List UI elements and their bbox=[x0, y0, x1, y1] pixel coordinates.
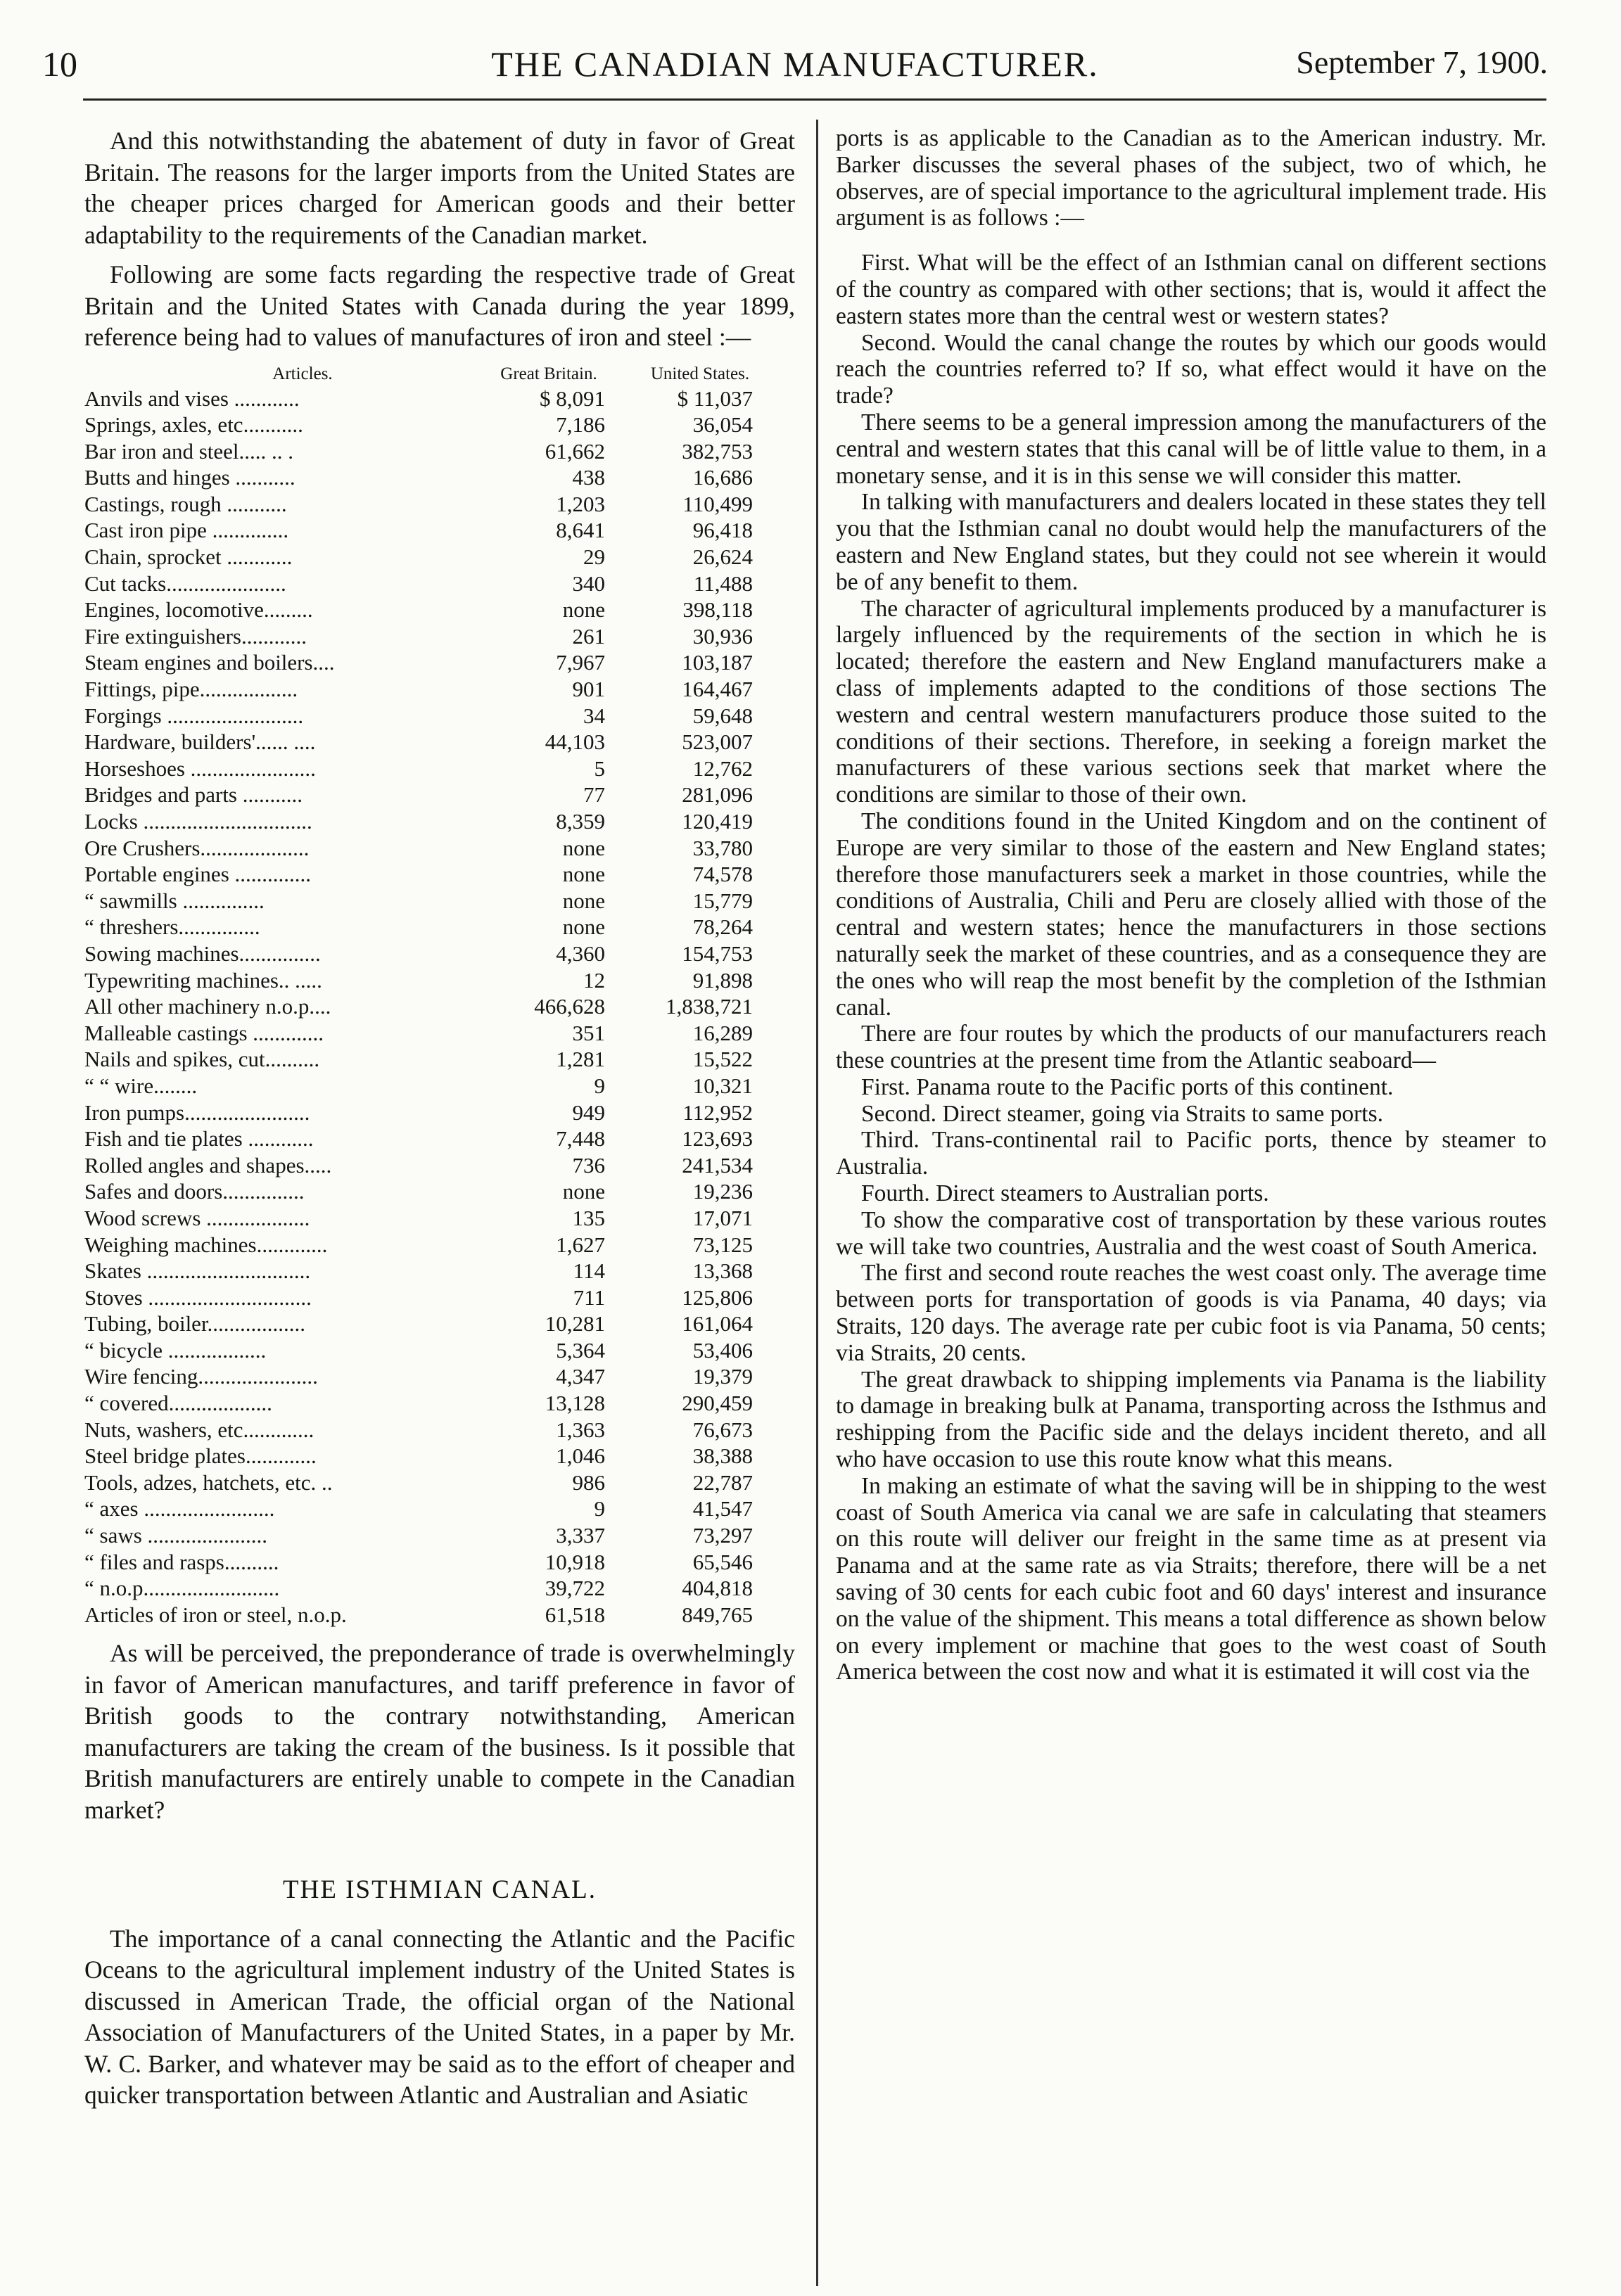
table-row bbox=[84, 1284, 795, 1311]
great-britain-cell: 7,448 bbox=[556, 1126, 605, 1152]
article-cell: Fire extinguishers............ bbox=[84, 623, 307, 649]
article-cell: “ threshers............... bbox=[84, 914, 260, 940]
united-states-cell: 73,297 bbox=[692, 1523, 753, 1548]
conclusion-paragraph: As will be perceived, the preponderance of trade is overwhelmingly in favor of American manufactures, and tariff preference in favor of British goods to the contrary notwithstanding, American manufacturers are taking the cream of the business. Is it possible that British manufacturers are entirely unable to compete in the Canadian market? bbox=[84, 1639, 795, 1824]
article-cell: Tubing, boiler.................. bbox=[84, 1311, 306, 1337]
article-cell: Articles of iron or steel, n.o.p. bbox=[84, 1602, 347, 1627]
great-britain-cell: none bbox=[562, 597, 605, 623]
article-cell: Ore Crushers.................... bbox=[84, 835, 310, 860]
page-header bbox=[42, 44, 1548, 93]
body-paragraph: Third. Trans-continental rail to Pacific ports, thence by steamer to Australia. bbox=[836, 1127, 1546, 1180]
body-paragraph: The conditions found in the United Kingdom and on the continent of Europe are very similar to those of the eastern and New England states; therefore those manufacturers seek a market in those countries, while the conditions of Australia, Chili and Peru are closely allied with those of the central and western states; hence the manufacturers in those sections naturally seek the market of these countries, and as a consequence they are the ones who will reap the most benefit by the completion of the Isthmian canal. bbox=[836, 808, 1546, 1021]
article-cell: Wood screws ................... bbox=[84, 1205, 310, 1230]
great-britain-cell: 1,363 bbox=[556, 1417, 605, 1442]
united-states-cell: $ 11,037 bbox=[677, 385, 753, 411]
united-states-cell: 290,459 bbox=[682, 1391, 753, 1416]
article-cell: Chain, sprocket ............ bbox=[84, 544, 293, 570]
united-states-cell: 91,898 bbox=[692, 967, 753, 993]
great-britain-cell: 61,518 bbox=[545, 1602, 605, 1627]
great-britain-cell: 29 bbox=[583, 544, 605, 570]
united-states-cell: 15,779 bbox=[692, 888, 753, 913]
great-britain-cell: none bbox=[562, 888, 605, 913]
header-united-states: United States. bbox=[650, 364, 750, 383]
great-britain-cell: $ 8,091 bbox=[540, 385, 605, 411]
great-britain-cell: 261 bbox=[572, 623, 605, 649]
great-britain-cell: 7,186 bbox=[556, 412, 605, 438]
united-states-cell: 30,936 bbox=[692, 623, 753, 649]
article-cell: Stoves .............................. bbox=[84, 1284, 312, 1310]
table-row bbox=[84, 1099, 795, 1126]
great-britain-cell: 39,722 bbox=[545, 1576, 605, 1601]
article-cell: Horseshoes ....................... bbox=[84, 755, 316, 781]
table-row bbox=[84, 1310, 795, 1337]
article-cell: Fish and tie plates ............ bbox=[84, 1126, 314, 1152]
great-britain-cell: 351 bbox=[572, 1020, 605, 1045]
article-cell: Nails and spikes, cut.......... bbox=[84, 1047, 320, 1072]
united-states-cell: 16,289 bbox=[692, 1020, 753, 1045]
table-row bbox=[84, 623, 795, 650]
article-cell: Steel bridge plates............. bbox=[84, 1443, 317, 1469]
table-row bbox=[84, 676, 795, 703]
great-britain-cell: 7,967 bbox=[556, 650, 605, 675]
article-cell: “ bicycle .................. bbox=[84, 1337, 267, 1363]
united-states-cell: 96,418 bbox=[692, 518, 753, 543]
united-states-cell: 398,118 bbox=[682, 597, 753, 623]
body-paragraph: The character of agricultural implements produced by a manufacturer is largely influenced by the requirements of the section in which he is located; therefore the eastern and New England manufacturers make a class of implements adapted to the conditions of those sections The western and central western manufacturers produce those suited to the conditions of their sections. Therefore, in seeking a foreign market the manufacturers of these various sections seek that market where the conditions are similar to those of their own. bbox=[836, 595, 1546, 808]
article-cell: Anvils and vises ............ bbox=[84, 385, 300, 411]
body-paragraph: ports is as applicable to the Canadian as to the American industry. Mr. Barker discusses the several phases of the subject, two of which, he observes, are of special importance to the agricultural implement trade. His argument is as follows :— bbox=[836, 125, 1546, 231]
body-paragraph: The great drawback to shipping implements via Panama is the liability to damage in breaking bulk at Panama, transporting across the Isthmus and reshipping from the Pacific side and the delays incident thereto, and all who have occasion to use this route know what this means. bbox=[836, 1366, 1546, 1473]
united-states-cell: 382,753 bbox=[682, 438, 753, 464]
great-britain-cell: 1,627 bbox=[556, 1232, 605, 1257]
great-britain-cell: 949 bbox=[572, 1099, 605, 1125]
united-states-cell: 281,096 bbox=[682, 782, 753, 808]
table-row bbox=[84, 993, 795, 1020]
table-row bbox=[84, 1549, 795, 1576]
united-states-cell: 33,780 bbox=[692, 835, 753, 860]
great-britain-cell: 135 bbox=[572, 1205, 605, 1230]
table-row bbox=[84, 1602, 795, 1628]
united-states-cell: 10,321 bbox=[692, 1073, 753, 1098]
great-britain-cell: 1,046 bbox=[556, 1443, 605, 1469]
table-row bbox=[84, 1178, 795, 1205]
table-row bbox=[84, 544, 795, 570]
body-paragraph: In talking with manufacturers and dealers located in these states they tell you that the Isthmian canal no doubt would help the manufacturers of the eastern and New England states, but they could not see wherein it would be of any benefit to them. bbox=[836, 489, 1546, 595]
article-cell: Weighing machines............. bbox=[84, 1232, 328, 1257]
united-states-cell: 523,007 bbox=[682, 729, 753, 755]
table-row bbox=[84, 1337, 795, 1364]
facts-paragraph: Following are some facts regarding the respective trade of Great Britain and the United States with Canada during the year 1899, reference being had to values of manufactures of iron and steel :— bbox=[84, 260, 795, 351]
great-britain-cell: 466,628 bbox=[534, 994, 605, 1019]
great-britain-cell: 5 bbox=[594, 755, 605, 781]
trade-table-body bbox=[84, 385, 795, 1628]
article-cell: “ axes ........................ bbox=[84, 1496, 275, 1522]
article-cell: Engines, locomotive......... bbox=[84, 597, 313, 623]
united-states-cell: 123,693 bbox=[682, 1126, 753, 1152]
body-paragraph: Second. Would the canal change the routes by which our goods would reach the countries referred to? If so, what effect would it have on the trade? bbox=[836, 329, 1546, 409]
article-cell: Bridges and parts ........... bbox=[84, 782, 303, 808]
united-states-cell: 241,534 bbox=[682, 1152, 753, 1178]
united-states-cell: 164,467 bbox=[682, 677, 753, 702]
great-britain-cell: 986 bbox=[572, 1469, 605, 1495]
table-row bbox=[84, 782, 795, 808]
table-row bbox=[84, 1232, 795, 1258]
table-row bbox=[84, 517, 795, 544]
table-row bbox=[84, 1046, 795, 1073]
table-row bbox=[84, 597, 795, 623]
right-column bbox=[836, 125, 1546, 1685]
table-row bbox=[84, 1125, 795, 1152]
article-cell: Malleable castings ............. bbox=[84, 1020, 324, 1045]
article-cell: “ covered................... bbox=[84, 1391, 272, 1416]
table-row bbox=[84, 385, 795, 412]
table-row bbox=[84, 1258, 795, 1284]
great-britain-cell: 13,128 bbox=[545, 1391, 605, 1416]
table-row bbox=[84, 412, 795, 438]
table-row bbox=[84, 1495, 795, 1522]
united-states-cell: 74,578 bbox=[692, 862, 753, 887]
body-paragraph: First. Panama route to the Pacific ports of this continent. bbox=[861, 1073, 1394, 1100]
united-states-cell: 19,379 bbox=[692, 1364, 753, 1389]
united-states-cell: 19,236 bbox=[692, 1179, 753, 1204]
united-states-cell: 15,522 bbox=[692, 1047, 753, 1072]
article-cell: Skates .............................. bbox=[84, 1258, 311, 1284]
table-row bbox=[84, 1020, 795, 1047]
table-row bbox=[84, 888, 795, 914]
table-row bbox=[84, 1575, 795, 1602]
article-cell: Butts and hinges ........... bbox=[84, 465, 295, 490]
great-britain-cell: 114 bbox=[573, 1258, 605, 1284]
trade-table-header bbox=[84, 363, 795, 385]
body-paragraph: There are four routes by which the products of our manufacturers reach these countries at the present time from the Atlantic seaboard— bbox=[836, 1021, 1546, 1074]
article-cell: “ n.o.p......................... bbox=[84, 1576, 280, 1601]
table-row bbox=[84, 1522, 795, 1549]
left-column bbox=[84, 125, 795, 2111]
table-row bbox=[84, 438, 795, 465]
great-britain-cell: 340 bbox=[572, 570, 605, 596]
great-britain-cell: 10,918 bbox=[545, 1549, 605, 1574]
united-states-cell: 112,952 bbox=[682, 1099, 753, 1125]
article-cell: Iron pumps....................... bbox=[84, 1099, 310, 1125]
article-cell: Sowing machines............... bbox=[84, 940, 321, 966]
great-britain-cell: none bbox=[562, 914, 605, 940]
table-row bbox=[84, 649, 795, 676]
united-states-cell: 13,368 bbox=[692, 1258, 753, 1284]
body-paragraph: Second. Direct steamer, going via Straits to same ports. bbox=[861, 1100, 1384, 1127]
united-states-cell: 22,787 bbox=[692, 1469, 753, 1495]
article-cell: Bar iron and steel..... .. . bbox=[84, 438, 294, 464]
article-cell: All other machinery n.o.p.... bbox=[84, 994, 331, 1019]
body-paragraph: To show the comparative cost of transportation by these various routes we will take two countries, Australia and the west coast of South America. bbox=[836, 1206, 1546, 1260]
body-paragraph: Fourth. Direct steamers to Australian ports. bbox=[861, 1180, 1269, 1207]
article-cell: Locks ............................... bbox=[84, 809, 312, 834]
table-row bbox=[84, 1469, 795, 1496]
header-great-britain: Great Britain. bbox=[500, 364, 597, 383]
great-britain-cell: 12 bbox=[583, 967, 605, 993]
great-britain-cell: 438 bbox=[572, 465, 605, 490]
united-states-cell: 17,071 bbox=[692, 1205, 753, 1230]
table-row bbox=[84, 755, 795, 782]
article-cell: Forgings ......................... bbox=[84, 703, 304, 728]
great-britain-cell: 44,103 bbox=[545, 729, 605, 755]
united-states-cell: 161,064 bbox=[682, 1311, 753, 1337]
article-cell: Typewriting machines.. ..... bbox=[84, 967, 322, 993]
table-row bbox=[84, 1152, 795, 1179]
united-states-cell: 125,806 bbox=[682, 1284, 753, 1310]
united-states-cell: 16,686 bbox=[692, 465, 753, 490]
body-paragraph: The first and second route reaches the west coast only. The average time between ports for transportation of goods is via Panama, 40 days; via Straits, 120 days. The average rate per cubic foot is via Panama, 50 cents; via Straits, 20 cents. bbox=[836, 1260, 1546, 1366]
body-paragraph: There seems to be a general impression among the manufacturers of the central and western states that this canal will be of little value to them, in a monetary sense, and it is in this sense we will consider this matter. bbox=[836, 409, 1546, 489]
canal-intro-paragraph: The importance of a canal connecting the Atlantic and the Pacific Oceans to the agricultural implement industry of the United States is discussed in American Trade, the official organ of the National Association of Manufacturers of the United States, in a paper by Mr. W. C. Barker, and whatever may be said as to the effort of cheaper and quicker transportation between Atlantic and Australian and Asiatic bbox=[84, 1924, 795, 2110]
table-row bbox=[84, 491, 795, 518]
great-britain-cell: 1,203 bbox=[556, 491, 605, 516]
table-row bbox=[84, 1443, 795, 1469]
united-states-cell: 65,546 bbox=[692, 1549, 753, 1574]
article-cell: “ sawmills ............... bbox=[84, 888, 265, 913]
section-title: THE ISTHMIAN CANAL. bbox=[283, 1875, 597, 1905]
table-row bbox=[84, 914, 795, 940]
table-row bbox=[84, 940, 795, 967]
great-britain-cell: 711 bbox=[573, 1284, 605, 1310]
united-states-cell: 53,406 bbox=[692, 1337, 753, 1363]
table-row bbox=[84, 1205, 795, 1232]
great-britain-cell: 8,641 bbox=[556, 518, 605, 543]
united-states-cell: 73,125 bbox=[692, 1232, 753, 1257]
publication-title: THE CANADIAN MANUFACTURER. bbox=[491, 44, 1099, 84]
great-britain-cell: 4,360 bbox=[556, 940, 605, 966]
article-cell: Castings, rough ........... bbox=[84, 491, 287, 516]
page-number: 10 bbox=[42, 44, 77, 84]
great-britain-cell: 5,364 bbox=[556, 1337, 605, 1363]
united-states-cell: 36,054 bbox=[692, 412, 753, 438]
article-cell: Nuts, washers, etc............. bbox=[84, 1417, 314, 1442]
great-britain-cell: 9 bbox=[594, 1073, 605, 1098]
united-states-cell: 110,499 bbox=[682, 491, 753, 516]
intro-paragraph: And this notwithstanding the abatement of duty in favor of Great Britain. The reasons for the larger imports from the United States are the cheaper prices charged for American goods and their better adaptability to the requirements of the Canadian market. bbox=[84, 127, 795, 249]
article-cell: Rolled angles and shapes..... bbox=[84, 1152, 332, 1178]
united-states-cell: 76,673 bbox=[692, 1417, 753, 1442]
table-row bbox=[84, 729, 795, 755]
united-states-cell: 78,264 bbox=[692, 914, 753, 940]
article-cell: Portable engines .............. bbox=[84, 862, 312, 887]
great-britain-cell: none bbox=[562, 835, 605, 860]
article-cell: “ “ wire........ bbox=[84, 1073, 198, 1098]
united-states-cell: 154,753 bbox=[682, 940, 753, 966]
united-states-cell: 404,818 bbox=[682, 1576, 753, 1601]
united-states-cell: 26,624 bbox=[692, 544, 753, 570]
great-britain-cell: 61,662 bbox=[545, 438, 605, 464]
united-states-cell: 849,765 bbox=[682, 1602, 753, 1627]
body-paragraph: First. What will be the effect of an Isthmian canal on different sections of the country as compared with other sections; that is, would it affect the eastern states more than the central west or western states? bbox=[836, 250, 1546, 329]
trade-table bbox=[84, 363, 795, 1628]
header-rule bbox=[83, 98, 1546, 101]
article-cell: “ saws ...................... bbox=[84, 1523, 268, 1548]
table-row bbox=[84, 703, 795, 729]
united-states-cell: 103,187 bbox=[682, 650, 753, 675]
table-row bbox=[84, 808, 795, 835]
table-row bbox=[84, 570, 795, 597]
great-britain-cell: none bbox=[562, 862, 605, 887]
article-cell: Cut tacks...................... bbox=[84, 570, 286, 596]
article-cell: Steam engines and boilers.... bbox=[84, 650, 335, 675]
great-britain-cell: 736 bbox=[572, 1152, 605, 1178]
united-states-cell: 11,488 bbox=[693, 570, 753, 596]
table-row bbox=[84, 1390, 795, 1417]
great-britain-cell: 4,347 bbox=[556, 1364, 605, 1389]
united-states-cell: 41,547 bbox=[692, 1496, 753, 1522]
great-britain-cell: 901 bbox=[572, 677, 605, 702]
article-cell: Fittings, pipe.................. bbox=[84, 677, 298, 702]
table-row bbox=[84, 967, 795, 994]
table-row bbox=[84, 835, 795, 862]
great-britain-cell: 9 bbox=[594, 1496, 605, 1522]
great-britain-cell: 8,359 bbox=[556, 809, 605, 834]
table-row bbox=[84, 861, 795, 888]
united-states-cell: 59,648 bbox=[692, 703, 753, 728]
article-cell: Wire fencing...................... bbox=[84, 1364, 318, 1389]
great-britain-cell: 34 bbox=[583, 703, 605, 728]
table-row bbox=[84, 1363, 795, 1390]
article-cell: Cast iron pipe .............. bbox=[84, 518, 289, 543]
article-cell: Hardware, builders'...... .... bbox=[84, 729, 316, 755]
header-articles: Articles. bbox=[272, 364, 333, 383]
great-britain-cell: 3,337 bbox=[556, 1523, 605, 1548]
great-britain-cell: none bbox=[562, 1179, 605, 1204]
article-cell: Tools, adzes, hatchets, etc. .. bbox=[84, 1469, 333, 1495]
article-cell: “ files and rasps.......... bbox=[84, 1549, 279, 1574]
article-cell: Safes and doors............... bbox=[84, 1179, 305, 1204]
great-britain-cell: 10,281 bbox=[545, 1311, 605, 1337]
great-britain-cell: 77 bbox=[583, 782, 605, 808]
united-states-cell: 12,762 bbox=[692, 755, 753, 781]
table-row bbox=[84, 464, 795, 491]
table-row bbox=[84, 1417, 795, 1443]
table-row bbox=[84, 1073, 795, 1099]
column-divider bbox=[816, 120, 818, 2286]
united-states-cell: 38,388 bbox=[692, 1443, 753, 1469]
great-britain-cell: 1,281 bbox=[556, 1047, 605, 1072]
article-cell: Springs, axles, etc........... bbox=[84, 412, 303, 438]
united-states-cell: 1,838,721 bbox=[666, 994, 753, 1019]
united-states-cell: 120,419 bbox=[682, 809, 753, 834]
issue-date: September 7, 1900. bbox=[1296, 44, 1548, 80]
body-paragraph: In making an estimate of what the saving will be in shipping to the west coast of South America via canal we are safe in calculating that steamers on this route will deliver our freight in the same time as at present via Panama and at the same rate as via Straits; therefore, there will be a net saving of 30 cents for each cubic foot and 60 days' interest and insurance on the value of the shipment. This means a total difference as shown below on every implement or machine that goes to the west coast of South America between the cost now and what it is estimated it will cost via the bbox=[836, 1472, 1546, 1685]
